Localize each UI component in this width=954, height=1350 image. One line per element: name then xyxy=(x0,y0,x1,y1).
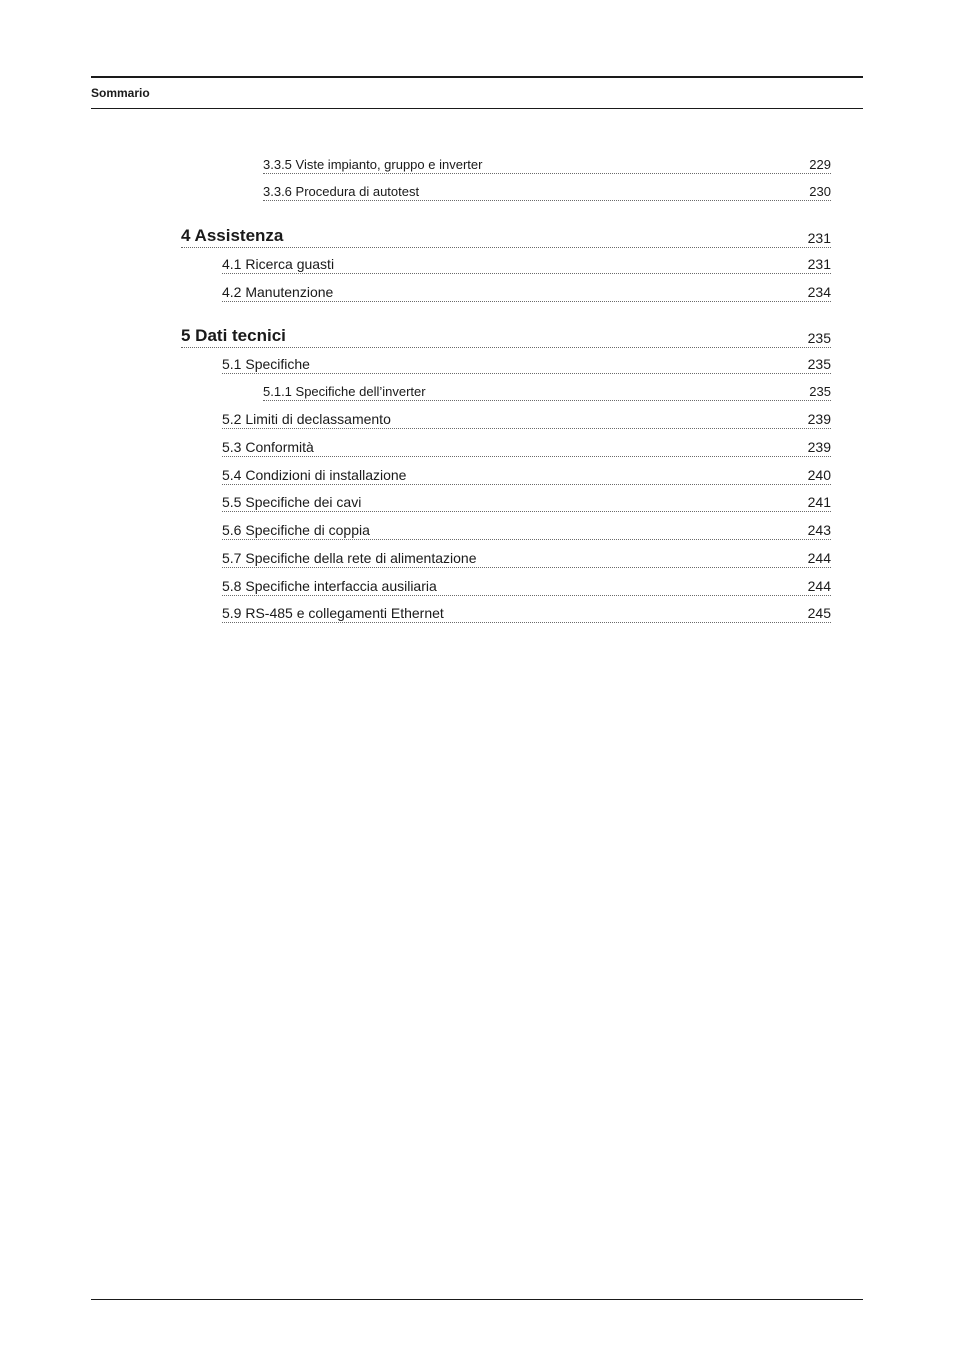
toc-entry-title: 5.8 Specifiche interfaccia ausiliaria xyxy=(222,578,437,594)
toc-entry-5-3[interactable] xyxy=(222,439,831,457)
toc-entry-5-1-1[interactable] xyxy=(263,384,831,401)
toc-entry-title: 5.3 Conformità xyxy=(222,439,314,455)
toc-entry-5-5[interactable] xyxy=(222,494,831,512)
toc-entry-title: 4.1 Ricerca guasti xyxy=(222,256,335,272)
footer-rule xyxy=(91,1299,863,1300)
toc-entry-title: 5.1 Specifiche xyxy=(222,356,310,372)
toc-entry-title: 5.1.1 Specifiche dell’inverter xyxy=(263,384,426,399)
toc-chapter-title: 4 Assistenza xyxy=(181,226,284,245)
toc-entry-page: 235 xyxy=(809,384,831,399)
toc-entry-5-8[interactable] xyxy=(222,578,831,596)
toc-entry-page: 241 xyxy=(807,494,831,510)
toc-entry-page: 231 xyxy=(807,230,831,246)
toc-entry-3-3-5[interactable] xyxy=(263,157,831,174)
toc-entry-title: 5.5 Specifiche dei cavi xyxy=(222,494,362,510)
toc-entry-page: 244 xyxy=(807,578,831,594)
header-rule-bottom xyxy=(91,108,863,109)
toc-entry-4-2[interactable] xyxy=(222,284,831,302)
toc-entry-5-6[interactable] xyxy=(222,522,831,540)
toc-chapter-4[interactable] xyxy=(181,226,831,248)
toc-entry-page: 231 xyxy=(807,256,831,272)
toc-entry-title: 3.3.6 Procedura di autotest xyxy=(263,184,420,199)
toc-entry-page: 234 xyxy=(807,284,831,300)
toc-entry-page: 245 xyxy=(807,605,831,621)
toc-entry-page: 239 xyxy=(807,439,831,455)
toc-entry-page: 240 xyxy=(807,467,831,483)
toc-entry-title: 5.2 Limiti di declassamento xyxy=(222,411,391,427)
toc-chapter-5[interactable] xyxy=(181,326,831,348)
toc-entry-title: 5.9 RS-485 e collegamenti Ethernet xyxy=(222,605,444,621)
toc-entry-5-4[interactable] xyxy=(222,467,831,485)
toc-entry-page: 235 xyxy=(807,330,831,346)
toc-entry-5-2[interactable] xyxy=(222,411,831,429)
toc-entry-title: 4.2 Manutenzione xyxy=(222,284,334,300)
toc-entry-5-9[interactable] xyxy=(222,605,831,623)
toc-entry-title: 3.3.5 Viste impianto, gruppo e inverter xyxy=(263,157,483,172)
toc-entry-page: 230 xyxy=(809,184,831,199)
toc-entry-page: 243 xyxy=(807,522,831,538)
toc-entry-title: 5.7 Specifiche della rete di alimentazione xyxy=(222,550,477,566)
toc-entry-page: 239 xyxy=(807,411,831,427)
toc-entry-5-1[interactable] xyxy=(222,356,831,374)
toc-chapter-title: 5 Dati tecnici xyxy=(181,326,286,345)
toc-entry-page: 229 xyxy=(809,157,831,172)
toc-entry-3-3-6[interactable] xyxy=(263,184,831,201)
running-header: Sommario xyxy=(91,86,150,100)
toc-entry-4-1[interactable] xyxy=(222,256,831,274)
toc-entry-title: 5.6 Specifiche di coppia xyxy=(222,522,370,538)
toc-entry-title: 5.4 Condizioni di installazione xyxy=(222,467,407,483)
toc-entry-page: 244 xyxy=(807,550,831,566)
toc-entry-5-7[interactable] xyxy=(222,550,831,568)
header-rule-top xyxy=(91,76,863,78)
toc-entry-page: 235 xyxy=(807,356,831,372)
